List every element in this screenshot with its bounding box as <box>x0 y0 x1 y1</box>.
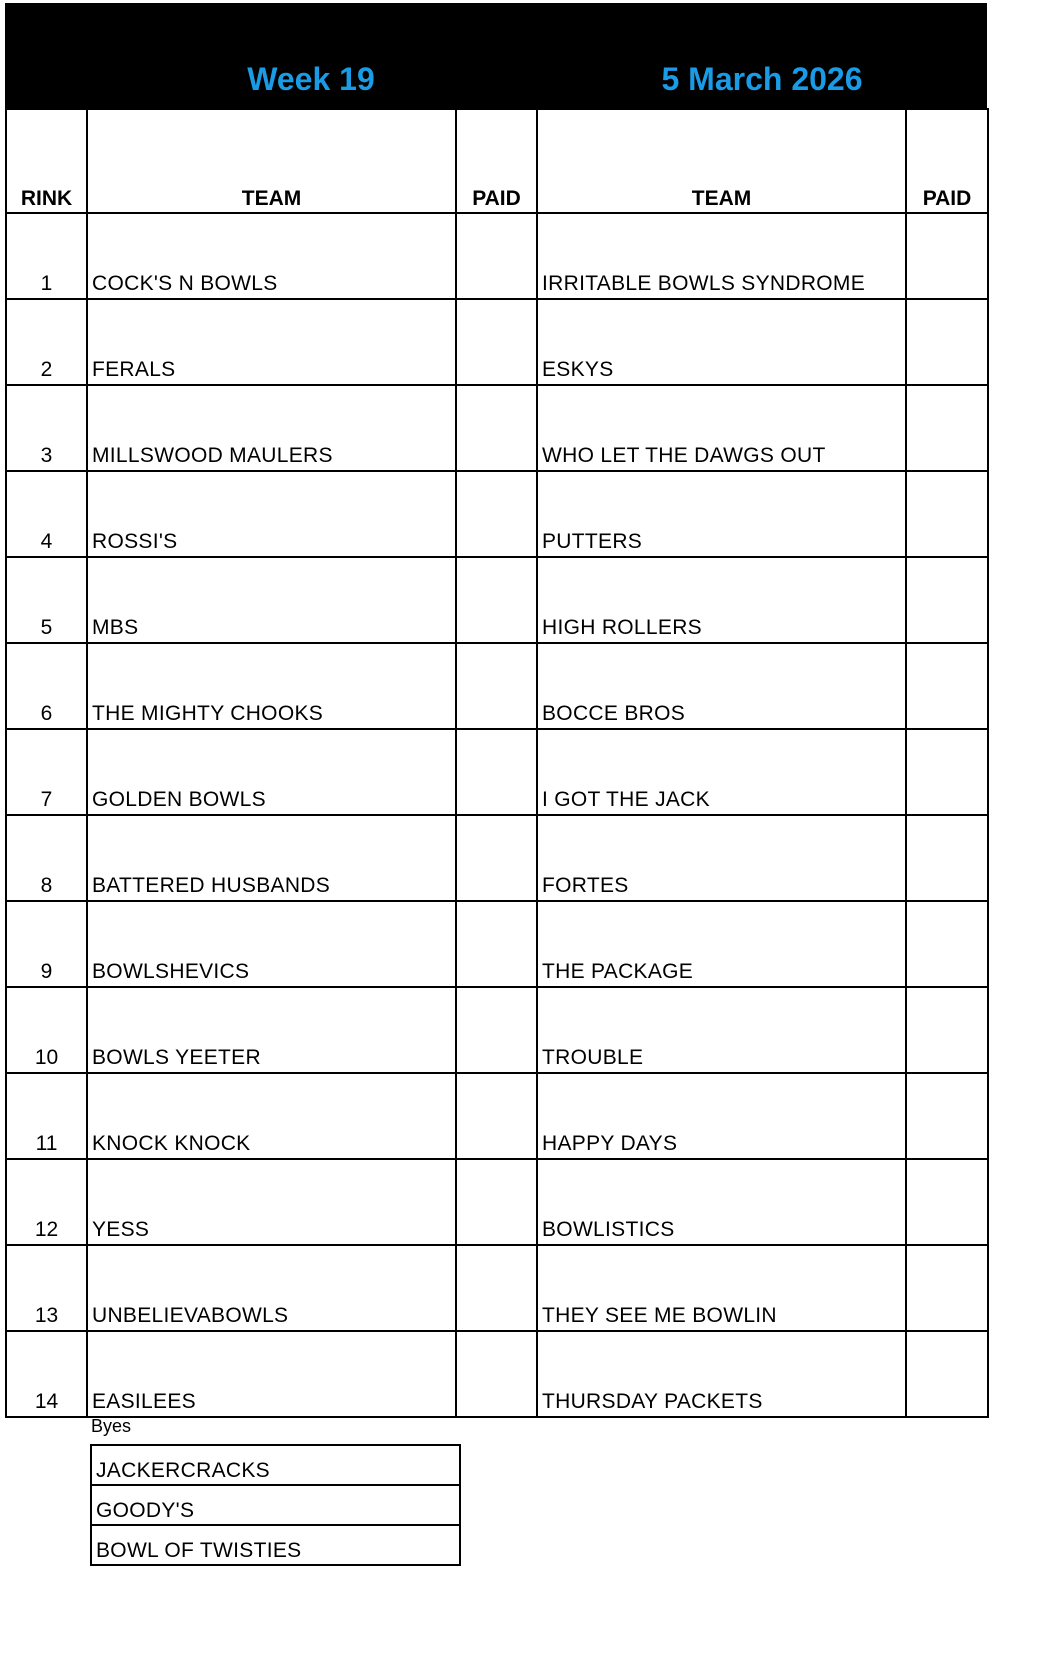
team-cell: I GOT THE JACK <box>537 729 906 815</box>
paid-cell <box>906 557 988 643</box>
paid-cell <box>906 1073 988 1159</box>
team-cell: ROSSI'S <box>87 471 456 557</box>
paid-cell <box>906 213 988 299</box>
rink-number: 13 <box>6 1245 87 1331</box>
paid-cell <box>456 729 537 815</box>
table-row <box>6 1331 988 1417</box>
table-row <box>6 1073 988 1159</box>
table-row <box>6 385 988 471</box>
paid-cell <box>906 987 988 1073</box>
team-cell: UNBELIEVABOWLS <box>87 1245 456 1331</box>
rink-number: 6 <box>6 643 87 729</box>
table-row <box>6 1245 988 1331</box>
rink-number: 5 <box>6 557 87 643</box>
team-cell: MILLSWOOD MAULERS <box>87 385 456 471</box>
week-title: Week 19 <box>247 61 375 97</box>
table-row <box>6 729 988 815</box>
team-cell: THURSDAY PACKETS <box>537 1331 906 1417</box>
rink-number: 10 <box>6 987 87 1073</box>
rink-number: 11 <box>6 1073 87 1159</box>
paid-cell <box>456 987 537 1073</box>
byes-label: Byes <box>91 1416 132 1436</box>
paid-cell <box>456 901 537 987</box>
rink-number: 3 <box>6 385 87 471</box>
paid-cell <box>906 901 988 987</box>
team-cell: BOWLSHEVICS <box>87 901 456 987</box>
team-cell: WHO LET THE DAWGS OUT <box>537 385 906 471</box>
paid-cell <box>906 1159 988 1245</box>
table-row <box>6 987 988 1073</box>
paid-cell <box>456 1245 537 1331</box>
team-cell: HAPPY DAYS <box>537 1073 906 1159</box>
byes-row <box>91 1485 460 1525</box>
team-cell: YESS <box>87 1159 456 1245</box>
bye-team-cell: BOWL OF TWISTIES <box>91 1525 460 1565</box>
team-cell: EASILEES <box>87 1331 456 1417</box>
rink-number: 8 <box>6 815 87 901</box>
paid-cell <box>906 1245 988 1331</box>
paid-cell <box>906 729 988 815</box>
paid-cell <box>906 815 988 901</box>
table-row <box>6 299 988 385</box>
rink-number: 14 <box>6 1331 87 1417</box>
bye-team-cell: GOODY'S <box>91 1485 460 1525</box>
col-header-team-2: TEAM <box>537 109 906 213</box>
byes-row <box>91 1445 460 1485</box>
team-cell: BOWLS YEETER <box>87 987 456 1073</box>
paid-cell <box>456 213 537 299</box>
paid-cell <box>906 471 988 557</box>
team-cell: PUTTERS <box>537 471 906 557</box>
rink-number: 4 <box>6 471 87 557</box>
table-row <box>6 471 988 557</box>
team-cell: MBS <box>87 557 456 643</box>
paid-cell <box>906 643 988 729</box>
paid-cell <box>456 1331 537 1417</box>
paid-cell <box>456 471 537 557</box>
rink-number: 7 <box>6 729 87 815</box>
team-cell: COCK'S N BOWLS <box>87 213 456 299</box>
team-cell: TROUBLE <box>537 987 906 1073</box>
header-row <box>6 109 988 213</box>
schedule-table <box>5 108 989 1418</box>
table-row <box>6 213 988 299</box>
team-cell: IRRITABLE BOWLS SYNDROME <box>537 213 906 299</box>
team-cell: FERALS <box>87 299 456 385</box>
team-cell: THE PACKAGE <box>537 901 906 987</box>
team-cell: THEY SEE ME BOWLIN <box>537 1245 906 1331</box>
rink-number: 2 <box>6 299 87 385</box>
table-row <box>6 901 988 987</box>
paid-cell <box>456 299 537 385</box>
team-cell: HIGH ROLLERS <box>537 557 906 643</box>
paid-cell <box>456 1159 537 1245</box>
byes-table <box>90 1444 461 1566</box>
col-header-paid-2: PAID <box>906 109 988 213</box>
table-row <box>6 1159 988 1245</box>
team-cell: FORTES <box>537 815 906 901</box>
header-banner <box>5 3 987 108</box>
paid-cell <box>456 1073 537 1159</box>
col-header-rink: RINK <box>6 109 87 213</box>
table-row <box>6 557 988 643</box>
team-cell: BOWLISTICS <box>537 1159 906 1245</box>
bye-team-cell: JACKERCRACKS <box>91 1445 460 1485</box>
rink-number: 1 <box>6 213 87 299</box>
rink-number: 9 <box>6 901 87 987</box>
col-header-team-1: TEAM <box>87 109 456 213</box>
paid-cell <box>456 643 537 729</box>
date-title: 5 March 2026 <box>661 61 863 97</box>
table-row <box>6 643 988 729</box>
col-header-paid-1: PAID <box>456 109 537 213</box>
paid-cell <box>456 557 537 643</box>
team-cell: BATTERED HUSBANDS <box>87 815 456 901</box>
byes-row <box>91 1525 460 1565</box>
table-row <box>6 815 988 901</box>
paid-cell <box>456 815 537 901</box>
team-cell: ESKYS <box>537 299 906 385</box>
paid-cell <box>906 299 988 385</box>
team-cell: GOLDEN BOWLS <box>87 729 456 815</box>
paid-cell <box>906 385 988 471</box>
paid-cell <box>456 385 537 471</box>
team-cell: THE MIGHTY CHOOKS <box>87 643 456 729</box>
team-cell: BOCCE BROS <box>537 643 906 729</box>
rink-number: 12 <box>6 1159 87 1245</box>
paid-cell <box>906 1331 988 1417</box>
team-cell: KNOCK KNOCK <box>87 1073 456 1159</box>
